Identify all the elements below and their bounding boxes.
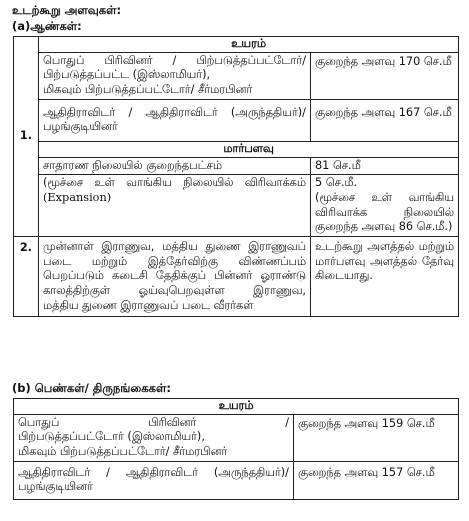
height-category-cell: ஆதிதிராவிடர் / ஆதிதிராவிடர் (அருந்ததியர்)/ பழங்குடியினர் bbox=[14, 461, 294, 499]
height-value-cell: குறைந்த அளவு 157 செ.மீ bbox=[294, 461, 459, 499]
height-category-cell: ஆதிதிராவிடர் / ஆதிதிராவிடர் (அருந்ததியர்)/ பழங்குடியினர் bbox=[39, 99, 311, 141]
men-chest-header: மார்பளவு bbox=[39, 142, 459, 158]
serial-number-2: 2. bbox=[14, 237, 39, 317]
table-row bbox=[14, 414, 459, 461]
height-value-cell: குறைந்த அளவு 159 செ.மீ bbox=[294, 414, 459, 461]
men-section-label: (a)ஆண்கள்: bbox=[12, 19, 82, 33]
height-category-cell: பொதுப் பிரிவினர் / பிற்படுத்தப்பட்டோர் (இஸ்லாமியர்), மிகவும் பிற்படுத்தப்பட்டோர்/ சீர்மரபினர் bbox=[14, 414, 294, 461]
table-row bbox=[14, 157, 459, 175]
men-height-header: உயரம் bbox=[39, 37, 459, 53]
ex-service-cell: முன்னாள் இராணுவ, மத்திய துணை இராணுவப் படை மற்றும் இத்தேர்விற்கு விண்ணப்பம் பெறப்படும் கடைசி தேதிக்குப் பின்னர் ஓராண்டு காலத்திற்குள் ஓய்வுபெறவுள்ள இராணுவ, மத்திய துணை இராணுவப் படை வீரர்கள் bbox=[39, 237, 311, 317]
chest-value-cell: 81 செ.மீ bbox=[311, 157, 459, 175]
page-heading: உடற்கூறு அளவுகள்: bbox=[12, 3, 122, 17]
serial-number-1: 1. bbox=[14, 37, 39, 237]
women-section-label: (b) பெண்கள்/ திருநங்கைகள்: bbox=[12, 381, 171, 395]
men-measurements-table bbox=[13, 36, 459, 317]
chest-label-cell: சாதாரண நிலையில் குறைந்தபட்சம் bbox=[39, 157, 311, 175]
chest-label-cell: (மூச்சை உள் வாங்கிய நிலையில் விரிவாக்கம் (Expansion) bbox=[39, 175, 311, 237]
table-row bbox=[14, 461, 459, 499]
table-row bbox=[14, 99, 459, 141]
height-category-cell: பொதுப் பிரிவினர் / பிற்படுத்தப்பட்டோர்/ பிற்படுத்தப்பட்ட (இஸ்லாமியர்), மிகவும் பிற்படுத்தப்பட்டோர்/ சீர்மரபினர் bbox=[39, 52, 311, 99]
chest-value-cell: 5 செ.மீ. (மூச்சை உள் வாங்கிய விரிவாக்க நிலையில் குறைந்த அளவு 86 செ.மீ.) bbox=[311, 175, 459, 237]
height-value-cell: குறைந்த அளவு 167 செ.மீ bbox=[311, 99, 459, 141]
women-measurements-table bbox=[13, 398, 459, 500]
table-row bbox=[14, 52, 459, 99]
ex-service-value-cell: உடற்கூறு அளத்தல் மற்றும் மார்பளவு அளத்தல் தேர்வு கிடையாது. bbox=[311, 237, 459, 317]
table-row bbox=[14, 237, 459, 317]
women-height-header: உயரம் bbox=[14, 399, 459, 415]
height-value-cell: குறைந்த அளவு 170 செ.மீ bbox=[311, 52, 459, 99]
table-row bbox=[14, 175, 459, 237]
